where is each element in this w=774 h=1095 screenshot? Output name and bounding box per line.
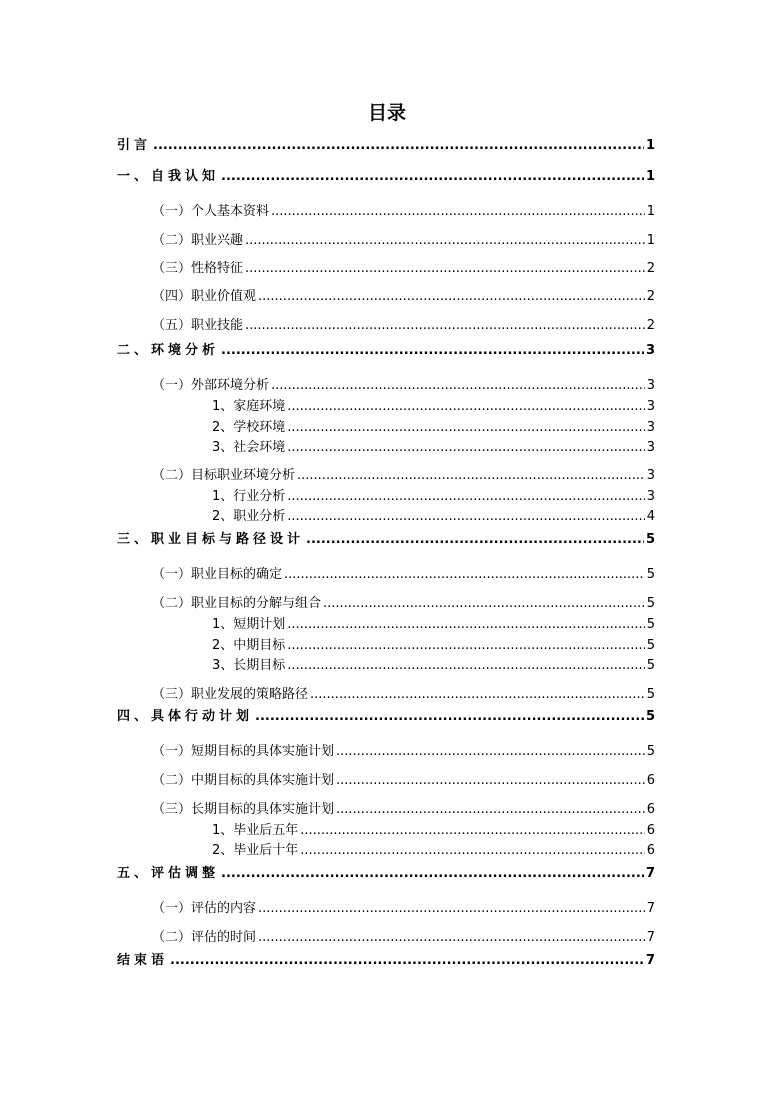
toc-leader-dots xyxy=(323,594,645,614)
toc-entry-page: 1 xyxy=(646,204,655,219)
toc-leader-dots xyxy=(287,397,644,417)
toc-entry-label: （三）性格特征 xyxy=(152,261,244,276)
toc-entry-page: 5 xyxy=(645,709,655,724)
toc-entry-label: 引言 xyxy=(117,138,152,153)
toc-leader-dots xyxy=(287,418,644,438)
toc-entry[interactable] xyxy=(212,615,655,635)
toc-entry[interactable] xyxy=(212,438,655,458)
toc-entry-page: 3 xyxy=(646,468,655,483)
toc-leader-dots xyxy=(287,636,644,656)
toc-entry-page: 6 xyxy=(646,802,655,817)
toc-entry[interactable] xyxy=(212,507,655,527)
toc-leader-dots xyxy=(336,742,645,762)
toc-entry-label: （三）长期目标的具体实施计划 xyxy=(152,802,335,817)
toc-entry-label: 1、短期计划 xyxy=(212,617,286,632)
toc-entry-page: 7 xyxy=(646,901,655,916)
toc-entry-page: 5 xyxy=(645,532,655,547)
toc-leader-dots xyxy=(300,841,644,861)
toc-leader-dots xyxy=(284,565,645,585)
toc-entry-page: 4 xyxy=(646,509,655,524)
toc-entry-page: 2 xyxy=(646,289,655,304)
toc-entry-page: 3 xyxy=(646,420,655,435)
toc-leader-dots xyxy=(245,259,645,279)
toc-entry-page: 5 xyxy=(646,617,655,632)
toc-leader-dots xyxy=(287,656,644,676)
toc-entry-page: 2 xyxy=(646,261,655,276)
toc-leader-dots xyxy=(306,530,644,550)
toc-entry-label: （二）职业兴趣 xyxy=(152,233,244,248)
toc-entry-label: （一）短期目标的具体实施计划 xyxy=(152,744,335,759)
toc-entry-label: 1、家庭环境 xyxy=(212,399,286,414)
toc-leader-dots xyxy=(245,316,645,336)
toc-entry-label: 一、自我认知 xyxy=(117,169,220,184)
toc-entry-label: 2、中期目标 xyxy=(212,638,286,653)
toc-entry-page: 5 xyxy=(646,687,655,702)
toc-entry-page: 5 xyxy=(646,596,655,611)
toc-leader-dots xyxy=(336,800,645,820)
toc-entry-page: 5 xyxy=(646,744,655,759)
toc-entry[interactable] xyxy=(152,231,655,251)
toc-entry-label: （一）外部环境分析 xyxy=(152,378,270,393)
toc-leader-dots xyxy=(271,202,645,222)
toc-entry-label: （二）职业目标的分解与组合 xyxy=(152,596,322,611)
toc-entry[interactable] xyxy=(152,928,655,948)
toc-entry-label: 二、环境分析 xyxy=(117,343,220,358)
toc-leader-dots xyxy=(310,685,645,705)
toc-entry-page: 5 xyxy=(646,567,655,582)
toc-entry[interactable] xyxy=(117,136,655,156)
toc-entry[interactable] xyxy=(212,821,655,841)
toc-entry[interactable] xyxy=(152,899,655,919)
toc-entry[interactable] xyxy=(152,594,655,614)
toc-entry-page: 1 xyxy=(646,233,655,248)
toc-entry[interactable] xyxy=(152,800,655,820)
toc-entry-label: 3、长期目标 xyxy=(212,658,286,673)
toc-entry-label: （二）中期目标的具体实施计划 xyxy=(152,773,335,788)
toc-entry-label: 2、毕业后十年 xyxy=(212,843,299,858)
toc-entry[interactable] xyxy=(152,376,655,396)
toc-entry-page: 5 xyxy=(646,658,655,673)
toc-entry-label: 结束语 xyxy=(117,953,169,968)
toc-entry[interactable] xyxy=(152,259,655,279)
toc-leader-dots xyxy=(287,507,644,527)
toc-entry-page: 5 xyxy=(646,638,655,653)
toc-entry[interactable] xyxy=(152,466,655,486)
toc-entry-page: 6 xyxy=(646,823,655,838)
toc-entry[interactable] xyxy=(212,487,655,507)
toc-leader-dots xyxy=(297,466,645,486)
toc-entry-label: 四、具体行动计划 xyxy=(117,709,254,724)
toc-entry-page: 3 xyxy=(646,378,655,393)
toc-leader-dots xyxy=(287,438,644,458)
toc-entry[interactable] xyxy=(117,707,655,727)
toc-entry[interactable] xyxy=(117,167,655,187)
toc-entry[interactable] xyxy=(212,656,655,676)
toc-leader-dots xyxy=(258,287,645,307)
toc-entry[interactable] xyxy=(152,771,655,791)
toc-entry-label: 2、职业分析 xyxy=(212,509,286,524)
toc-entry-label: （一）职业目标的确定 xyxy=(152,567,283,582)
toc-leader-dots xyxy=(336,771,645,791)
toc-leader-dots xyxy=(300,821,644,841)
toc-entry[interactable] xyxy=(152,202,655,222)
toc-entry-label: 五、评估调整 xyxy=(117,866,220,881)
toc-entry[interactable] xyxy=(152,742,655,762)
toc-leader-dots xyxy=(258,899,645,919)
toc-entry-page: 6 xyxy=(646,773,655,788)
toc-entry[interactable] xyxy=(117,864,655,884)
toc-entry-label: （一）评估的内容 xyxy=(152,901,257,916)
toc-leader-dots xyxy=(287,615,644,635)
toc-entry[interactable] xyxy=(212,418,655,438)
toc-leader-dots xyxy=(153,136,644,156)
toc-entry[interactable] xyxy=(152,685,655,705)
toc-entry-label: 三、职业目标与路径设计 xyxy=(117,532,305,547)
toc-entry-page: 6 xyxy=(646,843,655,858)
toc-entry[interactable] xyxy=(152,316,655,336)
toc-entry-page: 3 xyxy=(645,343,655,358)
toc-entry-label: （二）评估的时间 xyxy=(152,930,257,945)
toc-entry[interactable] xyxy=(212,397,655,417)
toc-entry-label: （五）职业技能 xyxy=(152,318,244,333)
toc-leader-dots xyxy=(221,864,644,884)
toc-leader-dots xyxy=(287,487,644,507)
toc-entry-page: 3 xyxy=(646,440,655,455)
toc-entry-label: （四）职业价值观 xyxy=(152,289,257,304)
toc-entry[interactable] xyxy=(117,530,655,550)
toc-entry-page: 1 xyxy=(645,138,655,153)
toc-leader-dots xyxy=(170,951,644,971)
toc-entry-page: 2 xyxy=(646,318,655,333)
toc-entry-label: 1、毕业后五年 xyxy=(212,823,299,838)
toc-title: 目录 xyxy=(367,102,406,124)
toc-leader-dots xyxy=(221,167,644,187)
toc-entry-page: 3 xyxy=(646,399,655,414)
toc-entry-label: （二）目标职业环境分析 xyxy=(152,468,296,483)
toc-entry-label: 3、社会环境 xyxy=(212,440,286,455)
toc-leader-dots xyxy=(255,707,644,727)
toc-entry[interactable] xyxy=(117,341,655,361)
toc-leader-dots xyxy=(245,231,645,251)
toc-entry-label: （三）职业发展的策略路径 xyxy=(152,687,309,702)
toc-entry-page: 3 xyxy=(646,489,655,504)
toc-leader-dots xyxy=(221,341,644,361)
toc-entry-label: 1、行业分析 xyxy=(212,489,286,504)
toc-entry[interactable] xyxy=(117,951,655,971)
toc-entry-label: 2、学校环境 xyxy=(212,420,286,435)
toc-entry-page: 1 xyxy=(645,169,655,184)
toc-entry[interactable] xyxy=(212,636,655,656)
toc-entry-page: 7 xyxy=(645,866,655,881)
toc-entry-label: （一）个人基本资料 xyxy=(152,204,270,219)
toc-entry[interactable] xyxy=(152,287,655,307)
toc-entry-page: 7 xyxy=(646,930,655,945)
toc-entry[interactable] xyxy=(152,565,655,585)
toc-entry[interactable] xyxy=(212,841,655,861)
toc-entry-page: 7 xyxy=(645,953,655,968)
toc-leader-dots xyxy=(258,928,645,948)
toc-leader-dots xyxy=(271,376,645,396)
